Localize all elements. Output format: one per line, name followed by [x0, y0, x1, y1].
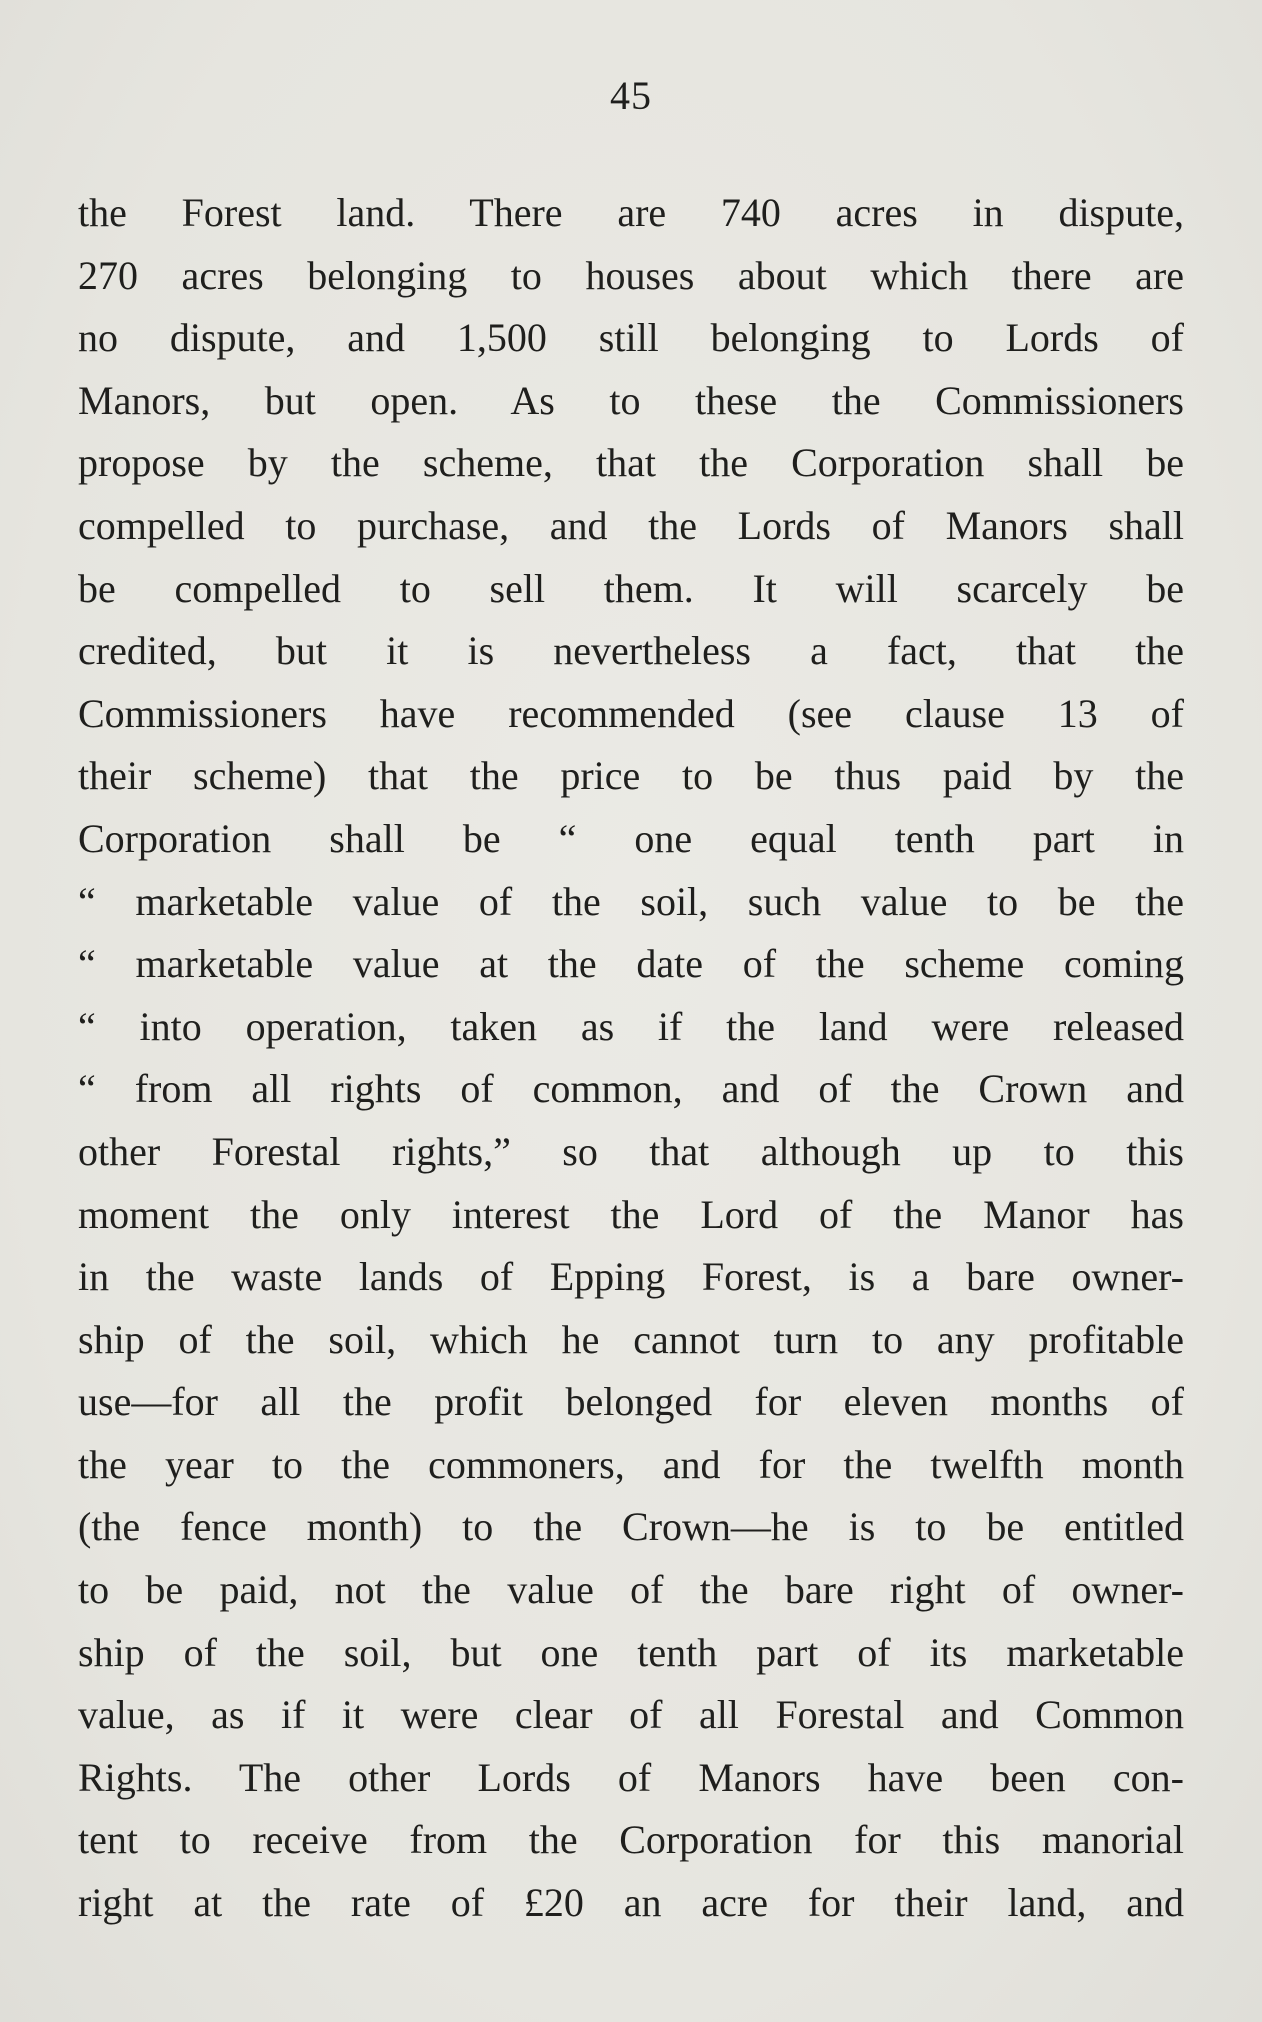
text-line: other Forestal rights,” so that although up to this	[78, 1128, 1184, 1174]
text-line: “ from all rights of common, and of the Crown and	[78, 1066, 1184, 1112]
text-line: “ marketable value at the date of the scheme coming	[78, 941, 1184, 987]
text-line: “ into operation, taken as if the land were released	[78, 1003, 1184, 1049]
text-line: value, as if it were clear of all Forestal and Common	[78, 1692, 1184, 1738]
body-text	[78, 182, 1184, 1935]
text-line: ship of the soil, but one tenth part of its marketable	[78, 1629, 1184, 1675]
text-line: right at the rate of £20 an acre for their land, and	[78, 1880, 1184, 1926]
text-line: (the fence month) to the Crown—he is to be entitled	[78, 1504, 1184, 1550]
text-line: propose by the scheme, that the Corporation shall be	[78, 440, 1184, 486]
text-line: compelled to purchase, and the Lords of Manors shall	[78, 502, 1184, 548]
text-line: to be paid, not the value of the bare right of owner-	[78, 1567, 1184, 1613]
text-line: credited, but it is nevertheless a fact, that the	[78, 628, 1184, 674]
text-line: 270 acres belonging to houses about which there are	[78, 252, 1184, 298]
text-line: no dispute, and 1,500 still belonging to Lords of	[78, 315, 1184, 361]
text-line: Rights. The other Lords of Manors have been con-	[78, 1754, 1184, 1800]
text-line: be compelled to sell them. It will scarcely be	[78, 565, 1184, 611]
text-line: ship of the soil, which he cannot turn to any profitable	[78, 1316, 1184, 1362]
text-line: in the waste lands of Epping Forest, is a bare owner-	[78, 1254, 1184, 1300]
text-line: Manors, but open. As to these the Commissioners	[78, 377, 1184, 423]
text-line: “ marketable value of the soil, such value to be the	[78, 878, 1184, 924]
text-line: moment the only interest the Lord of the Manor has	[78, 1191, 1184, 1237]
text-line: use—for all the profit belonged for eleven months of	[78, 1379, 1184, 1425]
page-number: 45	[610, 73, 652, 118]
text-line: the year to the commoners, and for the twelfth month	[78, 1441, 1184, 1487]
text-line: Corporation shall be “ one equal tenth part in	[78, 815, 1184, 861]
text-line: tent to receive from the Corporation for this manorial	[78, 1817, 1184, 1863]
text-line: their scheme) that the price to be thus paid by the	[78, 753, 1184, 799]
text-line: Commissioners have recommended (see clause 13 of	[78, 690, 1184, 736]
text-line: the Forest land. There are 740 acres in dispute,	[78, 190, 1184, 235]
